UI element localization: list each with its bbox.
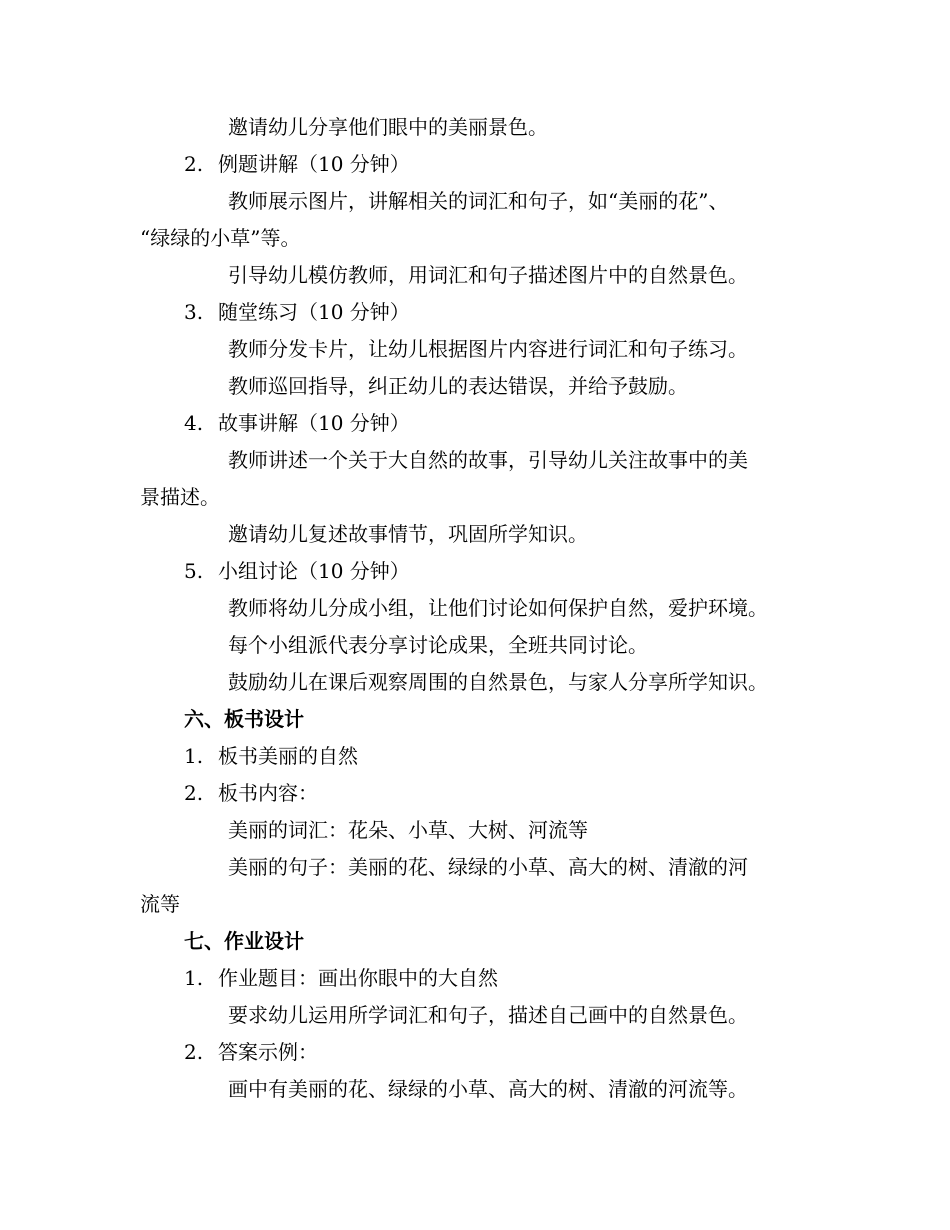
paragraph-line: 流等: [140, 892, 180, 916]
list-item-title: 答案示例：: [218, 1040, 318, 1064]
list-item-1: [184, 743, 358, 769]
list-item-3: [184, 299, 410, 325]
list-item-title: 作业题目：画出你眼中的大自然: [218, 966, 498, 990]
paragraph-line: 鼓励幼儿在课后观察周围的自然景色，与家人分享所学知识。: [228, 670, 768, 694]
list-number: 2.: [184, 1040, 204, 1064]
paragraph-line: 教师将幼儿分成小组，让他们讨论如何保护自然，爱护环境。: [228, 596, 768, 620]
paragraph-line: 景描述。: [140, 485, 220, 509]
list-item-title: 板书内容：: [218, 781, 318, 805]
paragraph-line: 要求幼儿运用所学词汇和句子，描述自己画中的自然景色。: [228, 1003, 748, 1027]
list-item-title: 故事讲解（10 分钟）: [218, 411, 410, 435]
paragraph-line: 教师讲述一个关于大自然的故事，引导幼儿关注故事中的美: [228, 448, 748, 472]
paragraph-line: 每个小组派代表分享讨论成果，全班共同讨论。: [228, 633, 648, 657]
list-number: 2.: [184, 781, 204, 805]
list-number: 1.: [184, 744, 204, 768]
paragraph-line: 教师巡回指导，纠正幼儿的表达错误，并给予鼓励。: [228, 374, 688, 398]
list-item-title: 板书美丽的自然: [218, 744, 358, 768]
list-number: 3.: [184, 300, 204, 324]
paragraph-line: 教师分发卡片，让幼儿根据图片内容进行词汇和句子练习。: [228, 337, 748, 361]
list-item-4: [184, 410, 410, 436]
list-number: 1.: [184, 966, 204, 990]
list-number: 2.: [184, 152, 204, 176]
paragraph-line: 画中有美丽的花、绿绿的小草、高大的树、清澈的河流等。: [228, 1077, 748, 1101]
list-number: 4.: [184, 411, 204, 435]
section-heading: 七、作业设计: [184, 929, 304, 953]
list-item-title: 小组讨论（10 分钟）: [218, 559, 410, 583]
list-item-title: 随堂练习（10 分钟）: [218, 300, 410, 324]
list-item-2: [184, 780, 318, 806]
list-item-2: [184, 1039, 318, 1065]
list-item-5: [184, 558, 410, 584]
list-item-1: [184, 965, 498, 991]
paragraph-line: 美丽的句子：美丽的花、绿绿的小草、高大的树、清澈的河: [228, 855, 748, 879]
list-number: 5.: [184, 559, 204, 583]
section-heading: 六、板书设计: [184, 707, 304, 731]
list-item-title: 例题讲解（10 分钟）: [218, 152, 410, 176]
list-item-2: [184, 151, 410, 177]
paragraph-line: “绿绿的小草”等。: [140, 226, 301, 250]
paragraph-line: 美丽的词汇：花朵、小草、大树、河流等: [228, 818, 588, 842]
paragraph-line: 教师展示图片，讲解相关的词汇和句子，如“美丽的花”、: [228, 189, 729, 213]
paragraph-line: 引导幼儿模仿教师，用词汇和句子描述图片中的自然景色。: [228, 263, 748, 287]
paragraph-line: 邀请幼儿分享他们眼中的美丽景色。: [228, 115, 548, 139]
paragraph-line: 邀请幼儿复述故事情节，巩固所学知识。: [228, 522, 588, 546]
